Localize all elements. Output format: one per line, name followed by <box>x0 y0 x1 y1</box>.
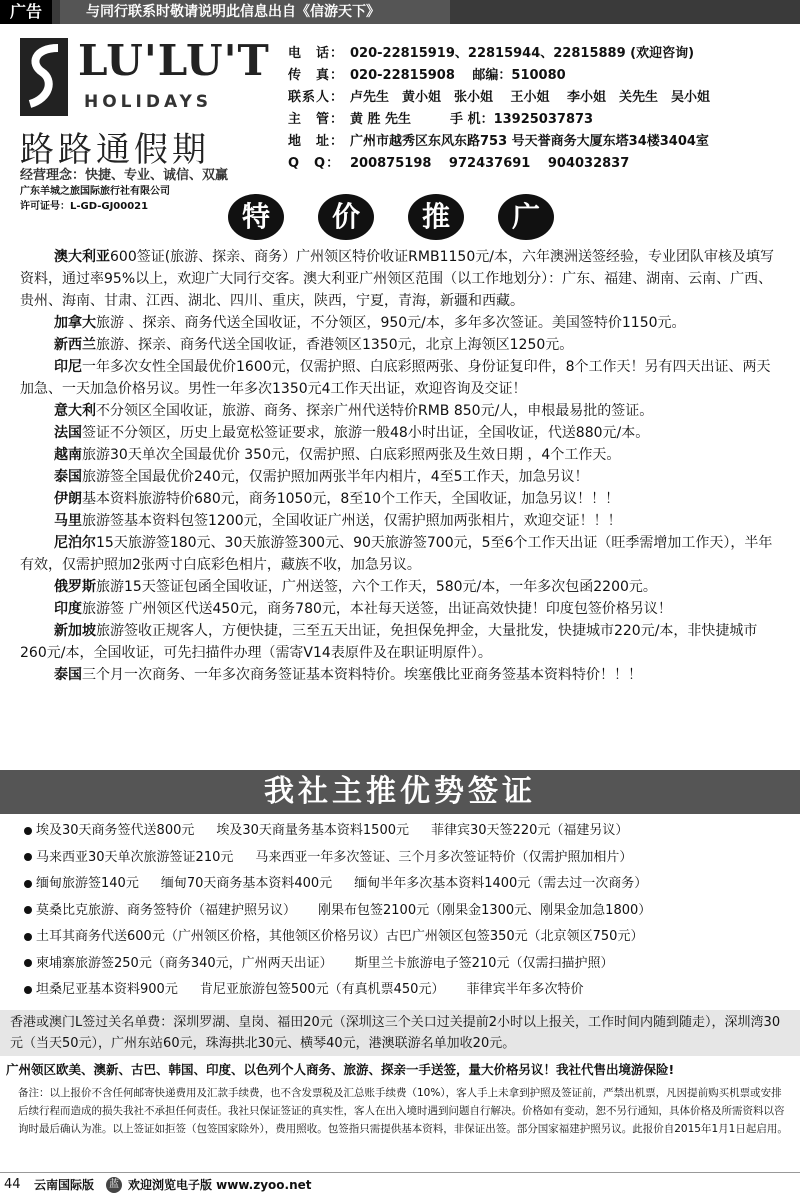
hk-macau-fees: 香港或澳门L签过关名单费：深圳罗湖、皇岗、福田20元（深圳这三个关口过关提前2小时以上报关，工作时间内随到随走），深圳湾30元（当天50元），广州东站60元，珠海拱北30元、横琴40元，港澳联游名单加收20元。 <box>0 1010 800 1056</box>
special-offer-title <box>228 194 588 240</box>
europe-notice: 广州领区欧美、澳新、古巴、韩国、印度、以色列个人商务、旅游、探亲一手送签，量大价格另议！我社代售出境游保险! <box>6 1062 675 1077</box>
promo-item: 新西兰旅游、探亲、商务代送全国收证，香港领区1350元，北京上海领区1250元。 <box>54 337 574 353</box>
list-item: 埃及30天商务签代送800元 埃及30天商量务基本资料1500元 菲律宾30天签220元（福建另议） <box>24 818 784 845</box>
contact-qq: Q Q： 200875198 972437691 904032837 <box>288 156 630 171</box>
promo-item: 泰国三个月一次商务、一年多次商务签证基本资料特价。埃塞俄比亚商务签基本资料特价！！！ <box>54 667 642 683</box>
company-name: 广东羊城之旅国际旅行社有限公司 <box>20 186 170 197</box>
promo-item: 法国签证不分领区，历史上最宽松签证要求，旅游一般48小时出证，全国收证，代送880元/本。 <box>54 425 650 441</box>
contact-phone: 电 话： 020-22815919、22815944、22815889 (欢迎咨询) <box>288 46 695 61</box>
promo-item: 意大利不分领区全国收证，旅游、商务、探亲广州代送特价RMB 850元/人，申根最易批的签证。 <box>54 403 654 419</box>
promo-item: 伊朗基本资料旅游特价680元，商务1050元，8至10个工作天，全国收证，加急另议！！！ <box>54 491 620 507</box>
bullet-icon <box>24 959 32 967</box>
promo-item: 加拿大旅游 、探亲、商务代送全国收证，不分领区，950元/本，多年多次签证。美国签特价1150元。 <box>54 315 686 331</box>
promo-item: 印度旅游签 广州领区代送450元，商务780元，本社每天送签，出证高效快捷！印度包签价格另议！ <box>54 601 672 617</box>
contact-manager: 主 管： 黄 胜 先生 手 机：13925037873 <box>288 112 594 127</box>
bullet-icon <box>24 986 32 994</box>
list-item: 缅甸旅游签140元 缅甸70天商务基本资料400元 缅甸半年多次基本资料1400元（需去过一次商务） <box>24 871 784 898</box>
list-item: 坦桑尼亚基本资料900元 肯尼亚旅游包签500元（有真机票450元） 菲律宾半年多次特价 <box>24 977 784 1004</box>
ad-tag: 广告 <box>0 0 52 24</box>
contact-info <box>288 43 793 175</box>
promo-list <box>20 246 784 686</box>
list-item: 柬埔寨旅游签250元（商务340元，广州两天出证） 斯里兰卡旅游电子签210元（仅需扫描护照） <box>24 951 784 978</box>
title-char: 广 <box>498 194 554 240</box>
top-banner <box>0 0 800 24</box>
bullet-icon <box>24 933 32 941</box>
edition-badge-icon: 蓝 <box>106 1177 122 1193</box>
promo-item: 越南旅游30天单次全国最优价 350元，仅需护照、白底彩照两张及生效日期 ，4个工作天。 <box>54 447 621 463</box>
bullet-icon <box>24 853 32 861</box>
logo-mark-icon <box>20 38 68 116</box>
promo-item: 马里旅游签基本资料包签1200元，全国收证广州送，仅需护照加两张相片，欢迎交证！！！ <box>54 513 622 529</box>
contact-address: 地 址： 广州市越秀区东风东路753 号天誉商务大厦东塔34楼3404室 <box>288 134 709 149</box>
license-number: 许可证号：L-GD-GJ00021 <box>20 201 149 212</box>
featured-visa-list <box>24 818 784 1004</box>
list-item: 莫桑比克旅游、商务签特价（福建护照另议） 刚果布包签2100元（刚果金1300元、刚果金加急1800） <box>24 898 784 925</box>
page-number: 44 <box>4 1177 21 1192</box>
promo-item: 新加坡旅游签收正规客人，方便快捷，三至五天出证，免担保免押金，大量批发，快捷城市220元/本，非快捷城市260元/本，全国收证，可先扫描件办理（需寄V14表原件及在职证明原件）。 <box>20 623 758 661</box>
contact-fax: 传 真： 020-22815908 邮编：510080 <box>288 68 566 83</box>
bullet-icon <box>24 827 32 835</box>
promo-item: 俄罗斯旅游15天签证包函全国收证，广州送签，六个工作天，580元/本，一年多次包函2200元。 <box>54 579 657 595</box>
title-char: 特 <box>228 194 284 240</box>
edition-name: 云南国际版 <box>34 1178 95 1192</box>
promo-item: 澳大利亚600签证(旅游、探亲、商务）广州领区特价收证RMB1150元/本，六年澳洲送签经验，专业团队审核及填写资料，通过率95%以上，欢迎广大同行交客。澳大利亚广州领区范围（以工作地划分）：广东、福建、湖南、云南、广西、贵州、海南、甘肃、江西、湖北、四川、重庆，陕西，宁夏，青海，新疆和西藏。 <box>20 249 774 309</box>
featured-visa-banner <box>0 770 800 814</box>
top-notice: 与同行联系时敬请说明此信息出自《信游天下》 <box>60 0 450 24</box>
logo-holidays: HOLIDAYS <box>84 92 213 112</box>
page-footer <box>0 1172 800 1196</box>
title-char: 推 <box>408 194 464 240</box>
website-link[interactable]: 欢迎浏览电子版 www.zyoo.net <box>128 1178 312 1192</box>
contact-persons: 联系人： 卢先生 黄小姐 张小姐 王小姐 李小姐 关先生 吴小姐 <box>288 90 711 105</box>
logo-wordmark: LU'LU'T <box>78 36 270 85</box>
list-item: 马来西亚30天单次旅游签证210元 马来西亚一年多次签证、三个月多次签证特价（仅需护照加相片） <box>24 845 784 872</box>
bullet-icon <box>24 880 32 888</box>
featured-visa-title: 我社主推优势签证 <box>264 774 536 809</box>
promo-item: 泰国旅游签全国最优价240元，仅需护照加两张半年内相片，4至5工作天，加急另议！ <box>54 469 589 485</box>
logo-slogan: 经营理念：快捷、专业、诚信、双赢 <box>20 168 229 183</box>
promo-item: 印尼一年多次女性全国最优价1600元，仅需护照、白底彩照两张、身份证复印件，8个工作天！另有四天出证、两天加急、一天加急价格另议。男性一年多次1350元4工作天出证，欢迎咨询及交证！ <box>20 359 771 397</box>
remarks: 备注：以上报价不含任何邮寄快递费用及汇款手续费，也不含发票税及汇总账手续费（10%），客人手上未拿到护照及签证前，严禁出机票，凡因提前购买机票或安排后续行程而造成的损失我社不承担任何责任。我社只保证签证的真实性，客人在出入境时遇到问题自行解决。价格如有变动，恕不另行通知，具体价格及所需资料以咨询时最后确认为准。以上签证如拒签（包签国家除外），费用照收。包签指只需提供基本资料，非保证出签。部分国家福建护照另议。此报价自2015年1月1日起启用。 <box>18 1087 788 1135</box>
list-item: 土耳其商务代送600元（广州领区价格，其他领区价格另议）古巴广州领区包签350元（北京领区750元） <box>24 924 784 951</box>
promo-item: 尼泊尔15天旅游签180元、30天旅游签300元、90天旅游签700元，5至6个工作天出证（旺季需增加工作天），半年有效，仅需护照加2张两寸白底彩色相片，藏族不收，加急另议。 <box>20 535 773 573</box>
title-char: 价 <box>318 194 374 240</box>
bullet-icon <box>24 906 32 914</box>
logo-cn-name: 路路通假期 <box>20 130 210 170</box>
